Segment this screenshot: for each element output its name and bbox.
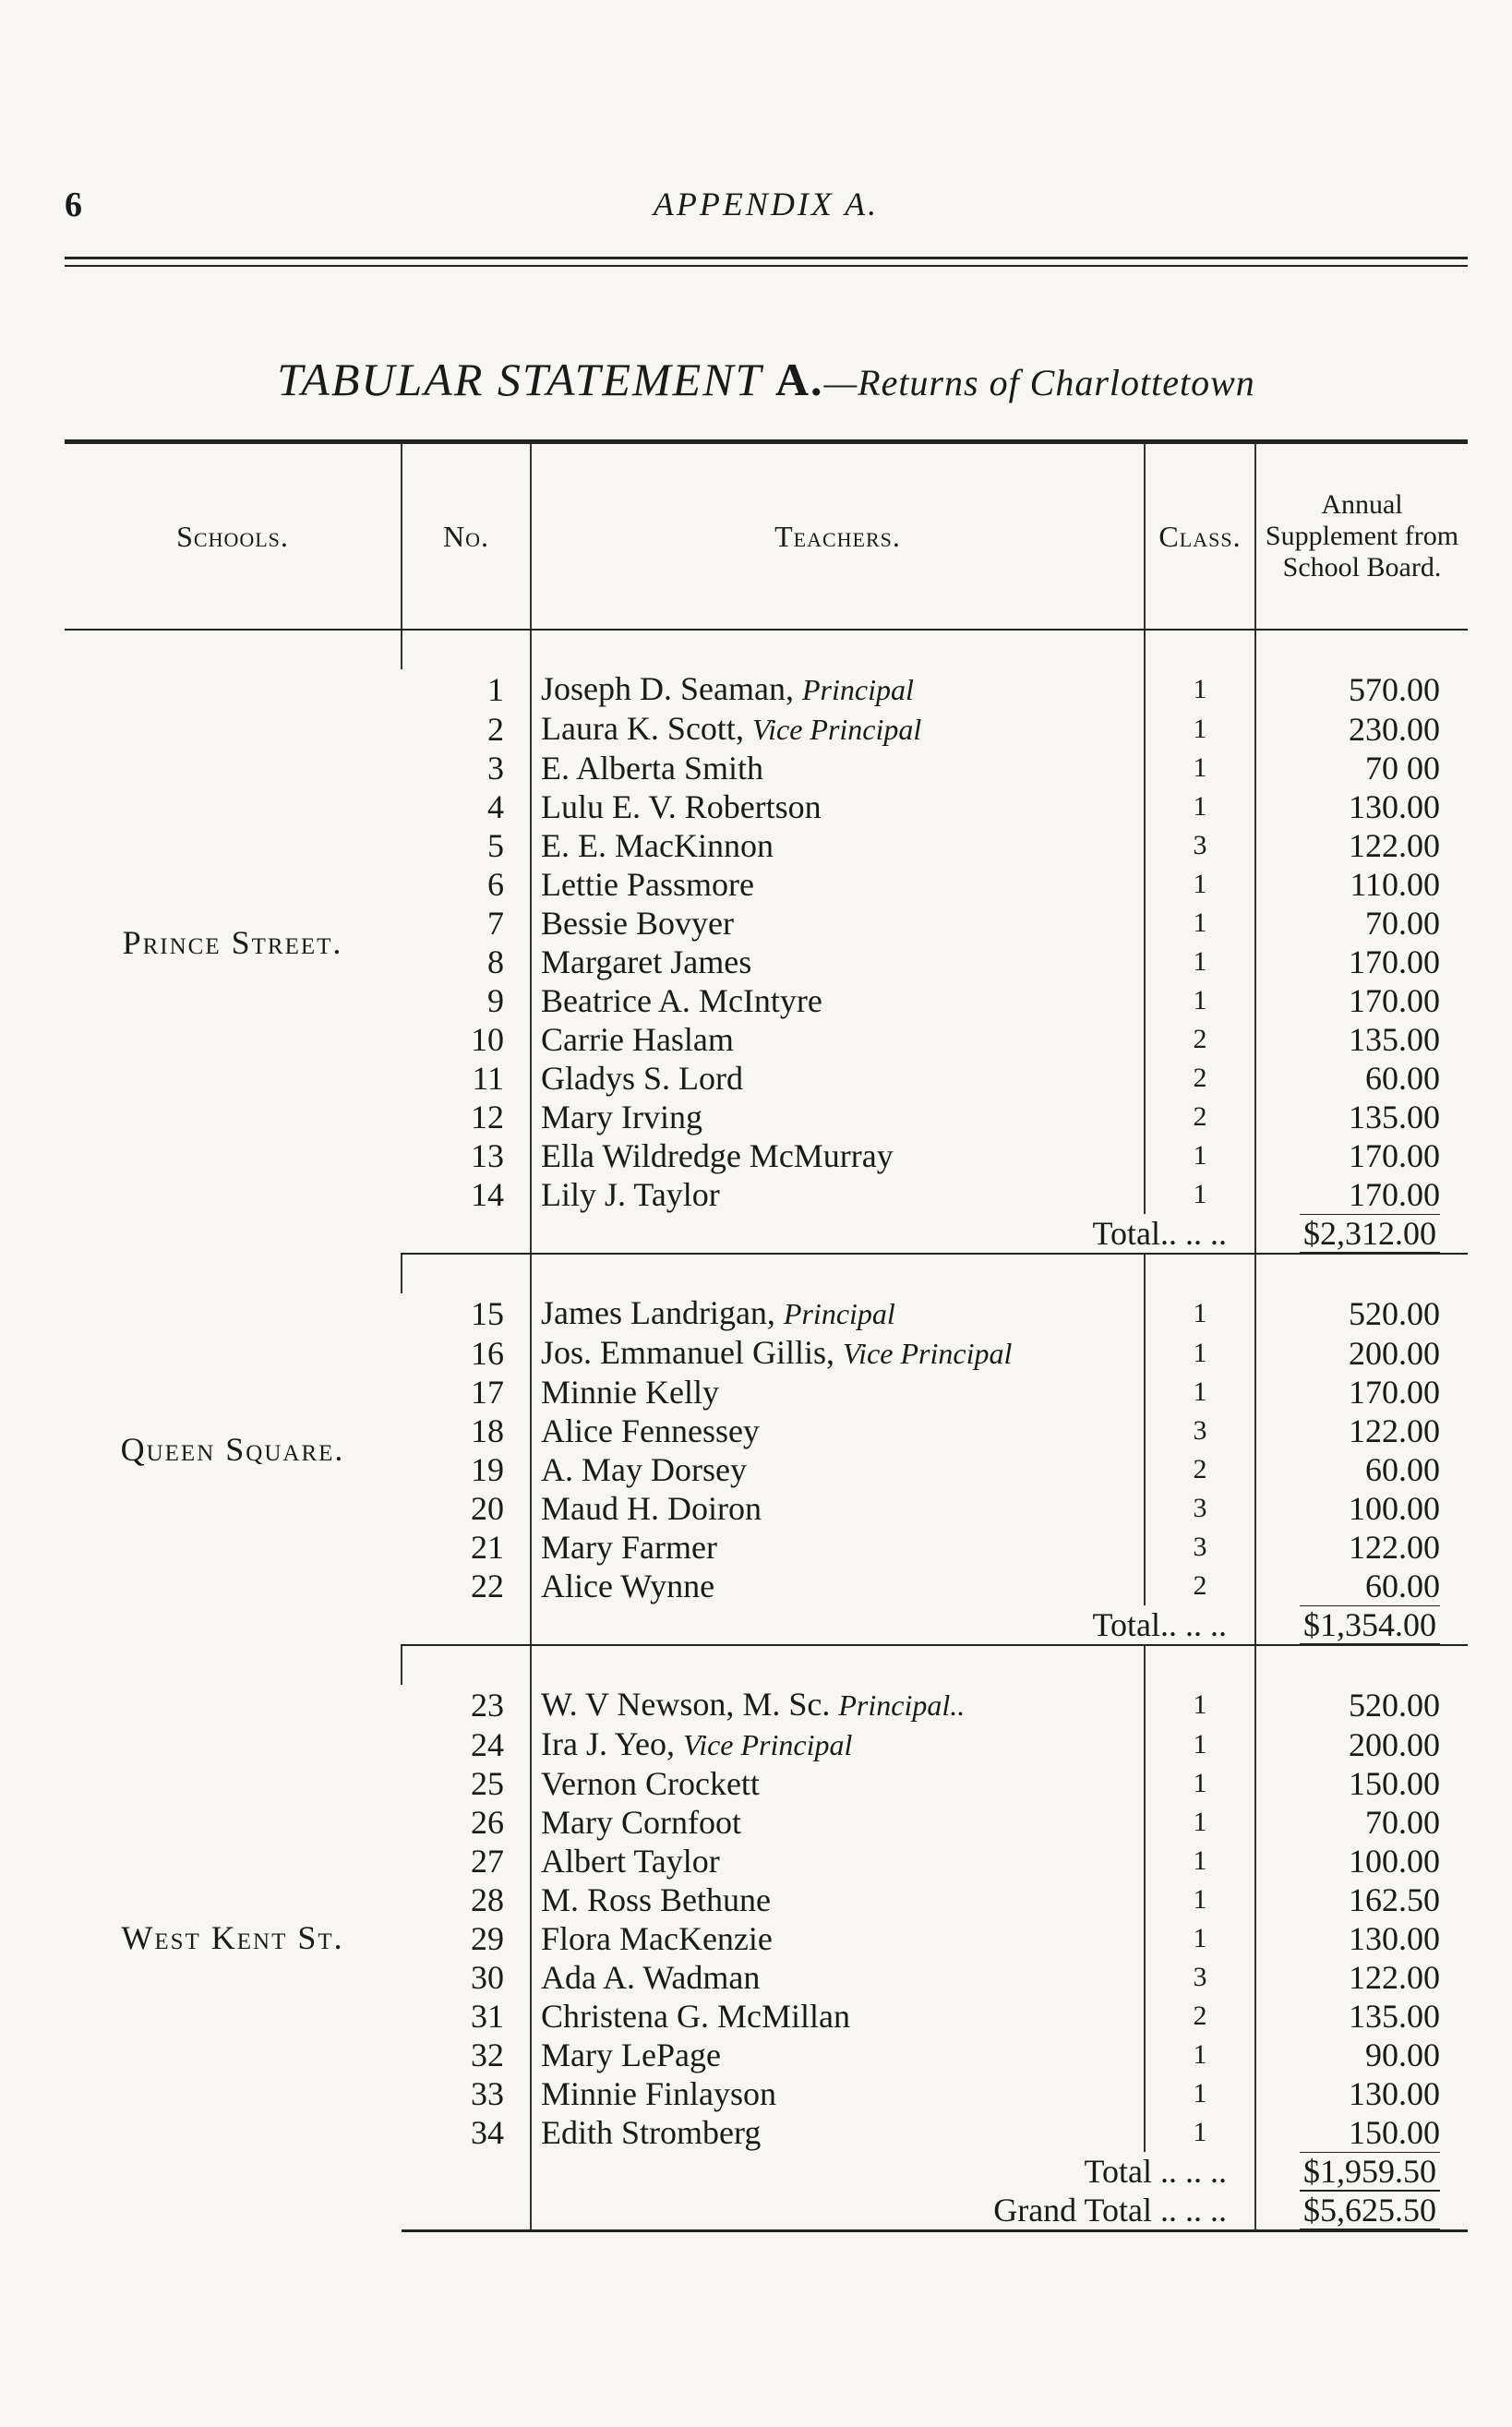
row-number: 34 xyxy=(471,2114,504,2151)
supplement-amount: 60.00 xyxy=(1255,1059,1468,1098)
row-number: 26 xyxy=(471,1804,504,1841)
teacher-cell xyxy=(531,1528,1145,1567)
teacher-name: Lettie Passmore xyxy=(541,866,754,903)
teacher-name: E. Alberta Smith xyxy=(541,750,763,787)
teacher-name: Alice Fennessey xyxy=(541,1412,760,1449)
grand-total-value: $5,625.50 xyxy=(1300,2191,1440,2230)
teacher-name: Vernon Crockett xyxy=(541,1765,760,1802)
teacher-cell xyxy=(531,1764,1145,1803)
supplement-amount: 162.50 xyxy=(1255,1880,1468,1919)
title-letter: A. xyxy=(774,354,824,405)
row-number: 23 xyxy=(471,1686,504,1724)
supplement-amount: 135.00 xyxy=(1255,1997,1468,2036)
page-header xyxy=(65,185,1468,240)
teacher-cell xyxy=(531,2036,1145,2074)
row-number: 8 xyxy=(487,943,504,980)
school-name: Queen Square. xyxy=(120,1431,345,1468)
class-value: 2 xyxy=(1145,1450,1255,1489)
class-value: 1 xyxy=(1145,1880,1255,1919)
teacher-name: Alice Wynne xyxy=(541,1568,715,1604)
teacher-cell xyxy=(531,1059,1145,1098)
row-number: 30 xyxy=(471,1959,504,1996)
teacher-cell xyxy=(531,1958,1145,1997)
teacher-cell xyxy=(531,1098,1145,1136)
class-value: 2 xyxy=(1145,1098,1255,1136)
supplement-amount: 90.00 xyxy=(1255,2036,1468,2074)
teacher-name: W. V Newson, M. Sc. xyxy=(541,1686,831,1723)
teacher-cell xyxy=(531,749,1145,787)
supplement-amount: 520.00 xyxy=(1255,1685,1468,1724)
section-queen-square xyxy=(65,1254,1468,1645)
supplement-amount: 100.00 xyxy=(1255,1842,1468,1880)
teacher-name: Joseph D. Seaman, xyxy=(541,670,794,707)
section-prince-street xyxy=(65,630,1468,1254)
class-value: 1 xyxy=(1145,2036,1255,2074)
row-number: 4 xyxy=(487,788,504,825)
spacer-cell xyxy=(402,1645,531,1685)
grand-total-label: Grand Total .. .. .. xyxy=(531,2191,1255,2231)
column-header-no: No. xyxy=(402,443,531,630)
class-value: 1 xyxy=(1145,1803,1255,1842)
row-number: 5 xyxy=(487,827,504,864)
spacer-cell xyxy=(531,1254,1145,1293)
teacher-cell xyxy=(531,1997,1145,2036)
teacher-name: Minnie Kelly xyxy=(541,1374,719,1411)
row-number: 11 xyxy=(472,1060,504,1097)
teacher-cell xyxy=(531,1175,1145,1214)
class-value: 1 xyxy=(1145,865,1255,904)
class-value: 2 xyxy=(1145,1059,1255,1098)
class-value: 3 xyxy=(1145,1412,1255,1450)
row-number: 6 xyxy=(487,866,504,903)
supplement-amount: 135.00 xyxy=(1255,1020,1468,1059)
supplement-amount: 122.00 xyxy=(1255,1958,1468,1997)
teacher-name: Carrie Haslam xyxy=(541,1021,734,1058)
teacher-cell xyxy=(531,1293,1145,1333)
row-number: 28 xyxy=(471,1881,504,1918)
supplement-amount: 200.00 xyxy=(1255,1724,1468,1764)
class-value: 2 xyxy=(1145,1020,1255,1059)
teacher-cell xyxy=(531,1412,1145,1450)
teacher-name: Mary Farmer xyxy=(541,1529,717,1566)
teacher-cell xyxy=(531,787,1145,826)
row-number: 13 xyxy=(471,1137,504,1174)
header-rule xyxy=(65,257,1468,267)
teacher-role: Principal xyxy=(783,1297,895,1330)
class-value: 1 xyxy=(1145,1724,1255,1764)
section-spacer-row xyxy=(65,630,1468,669)
title-part2: —Returns of Charlottetown xyxy=(823,362,1255,403)
total-amount xyxy=(1255,1214,1468,1254)
teacher-cell xyxy=(531,981,1145,1020)
teacher-cell xyxy=(531,2074,1145,2113)
spacer-cell xyxy=(1255,1645,1468,1685)
total-amount xyxy=(1255,2152,1468,2191)
row-number: 21 xyxy=(471,1529,504,1566)
supplement-amount: 60.00 xyxy=(1255,1450,1468,1489)
row-number: 18 xyxy=(471,1412,504,1449)
teacher-name: Margaret James xyxy=(541,943,752,980)
teacher-name: Jos. Emmanuel Gillis, xyxy=(541,1334,834,1371)
running-head: APPENDIX A. xyxy=(653,186,880,222)
grand-total-amount xyxy=(1255,2191,1468,2231)
row-number: 24 xyxy=(471,1725,504,1763)
teacher-cell xyxy=(531,865,1145,904)
class-value: 3 xyxy=(1145,826,1255,865)
teacher-cell xyxy=(531,1842,1145,1880)
supplement-amount: 130.00 xyxy=(1255,2074,1468,2113)
class-value: 1 xyxy=(1145,981,1255,1020)
column-header-amount: Annual Supplement from School Board. xyxy=(1255,443,1468,630)
row-number: 12 xyxy=(471,1099,504,1135)
teacher-name: James Landrigan, xyxy=(541,1294,775,1331)
teacher-role: Principal xyxy=(801,673,914,706)
class-value: 1 xyxy=(1145,709,1255,749)
teacher-name: Edith Stromberg xyxy=(541,2114,762,2151)
teacher-role: Vice Principal xyxy=(683,1728,853,1761)
supplement-amount: 200.00 xyxy=(1255,1333,1468,1373)
total-blank xyxy=(402,1214,531,1254)
teacher-cell xyxy=(531,1567,1145,1605)
teacher-name: Mary Irving xyxy=(541,1099,702,1135)
section-spacer-row xyxy=(65,1645,1468,1685)
row-number: 17 xyxy=(471,1374,504,1411)
class-value: 1 xyxy=(1145,1842,1255,1880)
teacher-cell xyxy=(531,943,1145,981)
row-number: 1 xyxy=(487,670,504,708)
row-number: 7 xyxy=(487,905,504,942)
total-amount xyxy=(1255,1605,1468,1645)
section-spacer-row xyxy=(65,1254,1468,1293)
row-number: 29 xyxy=(471,1920,504,1957)
grand-total-blank xyxy=(402,2191,531,2231)
supplement-amount: 520.00 xyxy=(1255,1293,1468,1333)
row-number: 32 xyxy=(471,2037,504,2073)
teacher-cell xyxy=(531,1020,1145,1059)
teacher-name: Gladys S. Lord xyxy=(541,1060,743,1097)
supplement-amount: 130.00 xyxy=(1255,787,1468,826)
row-number: 33 xyxy=(471,2075,504,2112)
row-number: 3 xyxy=(487,750,504,787)
spacer-cell xyxy=(1145,1645,1255,1685)
total-label: Total.. .. .. xyxy=(531,1214,1255,1254)
school-name: Prince Street. xyxy=(122,923,343,961)
teacher-cell xyxy=(531,904,1145,943)
total-value: $2,312.00 xyxy=(1300,1214,1440,1254)
page-number: 6 xyxy=(65,186,82,224)
row-number: 19 xyxy=(471,1451,504,1488)
supplement-amount: 100.00 xyxy=(1255,1489,1468,1528)
teacher-name: E. E. MacKinnon xyxy=(541,827,774,864)
class-value: 2 xyxy=(1145,1997,1255,2036)
spacer-cell xyxy=(531,630,1145,669)
row-number: 22 xyxy=(471,1568,504,1604)
teacher-cell xyxy=(531,1489,1145,1528)
teacher-cell xyxy=(531,709,1145,749)
supplement-amount: 170.00 xyxy=(1255,1175,1468,1214)
teacher-name: Beatrice A. McIntyre xyxy=(541,982,822,1019)
supplement-amount: 122.00 xyxy=(1255,826,1468,865)
teacher-cell xyxy=(531,1333,1145,1373)
class-value: 1 xyxy=(1145,1175,1255,1214)
teacher-name: Christena G. McMillan xyxy=(541,1998,850,2035)
row-number: 9 xyxy=(487,982,504,1019)
class-value: 1 xyxy=(1145,1333,1255,1373)
table-title xyxy=(65,353,1468,406)
teacher-cell xyxy=(531,1685,1145,1724)
supplement-amount: 70.00 xyxy=(1255,1803,1468,1842)
row-number: 20 xyxy=(471,1490,504,1527)
column-header-schools: Schools. xyxy=(65,443,402,630)
class-value: 1 xyxy=(1145,1136,1255,1175)
row-number: 15 xyxy=(471,1294,504,1332)
class-value: 3 xyxy=(1145,1528,1255,1567)
supplement-amount: 170.00 xyxy=(1255,1136,1468,1175)
supplement-amount: 70 00 xyxy=(1255,749,1468,787)
teacher-name: Ira J. Yeo, xyxy=(541,1725,676,1762)
class-value: 1 xyxy=(1145,2113,1255,2152)
supplement-amount: 150.00 xyxy=(1255,1764,1468,1803)
teacher-name: Ada A. Wadman xyxy=(541,1959,761,1996)
class-value: 1 xyxy=(1145,669,1255,709)
teacher-cell xyxy=(531,1803,1145,1842)
supplement-amount: 570.00 xyxy=(1255,669,1468,709)
supplement-amount: 70.00 xyxy=(1255,904,1468,943)
class-value: 1 xyxy=(1145,943,1255,981)
teacher-cell xyxy=(531,1880,1145,1919)
class-value: 2 xyxy=(1145,1567,1255,1605)
column-header-class: Class. xyxy=(1145,443,1255,630)
teacher-cell xyxy=(531,1724,1145,1764)
row-number: 31 xyxy=(471,1998,504,2035)
class-value: 1 xyxy=(1145,1373,1255,1412)
school-name: West Kent St. xyxy=(121,1919,344,1957)
class-value: 1 xyxy=(1145,787,1255,826)
teacher-name: A. May Dorsey xyxy=(541,1451,747,1488)
row-number: 2 xyxy=(487,710,504,748)
teacher-name: Minnie Finlayson xyxy=(541,2075,777,2112)
teacher-cell xyxy=(531,669,1145,709)
teacher-cell xyxy=(531,1450,1145,1489)
teacher-name: Lulu E. V. Robertson xyxy=(541,788,822,825)
column-header-teachers: Teachers. xyxy=(531,443,1145,630)
teacher-cell xyxy=(531,1136,1145,1175)
teacher-role: Vice Principal xyxy=(843,1337,1013,1370)
teacher-name: Bessie Bovyer xyxy=(541,905,734,942)
teacher-role: Principal.. xyxy=(838,1688,966,1722)
supplement-amount: 150.00 xyxy=(1255,2113,1468,2152)
teacher-cell xyxy=(531,1919,1145,1958)
total-blank xyxy=(402,1605,531,1645)
class-value: 1 xyxy=(1145,749,1255,787)
section-west-kent-st xyxy=(65,1645,1468,2231)
class-value: 3 xyxy=(1145,1958,1255,1997)
spacer-cell xyxy=(402,1254,531,1293)
spacer-cell xyxy=(531,1645,1145,1685)
supplement-amount: 170.00 xyxy=(1255,981,1468,1020)
class-value: 1 xyxy=(1145,2074,1255,2113)
class-value: 1 xyxy=(1145,1919,1255,1958)
supplement-amount: 230.00 xyxy=(1255,709,1468,749)
title-part1: TABULAR STATEMENT xyxy=(277,354,762,405)
teacher-name: Maud H. Doiron xyxy=(541,1490,762,1527)
class-value: 1 xyxy=(1145,1293,1255,1333)
teacher-name: Ella Wildredge McMurray xyxy=(541,1137,894,1174)
supplement-amount: 130.00 xyxy=(1255,1919,1468,1958)
spacer-cell xyxy=(402,630,531,669)
total-label: Total .. .. .. xyxy=(531,2152,1255,2191)
supplement-amount: 60.00 xyxy=(1255,1567,1468,1605)
row-number: 16 xyxy=(471,1334,504,1372)
teacher-name: M. Ross Bethune xyxy=(541,1881,772,1918)
spacer-cell xyxy=(1145,1254,1255,1293)
class-value: 1 xyxy=(1145,904,1255,943)
row-number: 27 xyxy=(471,1843,504,1880)
supplement-amount: 170.00 xyxy=(1255,943,1468,981)
teacher-name: Lily J. Taylor xyxy=(541,1176,720,1213)
teacher-cell xyxy=(531,1373,1145,1412)
total-blank xyxy=(402,2152,531,2191)
supplement-amount: 122.00 xyxy=(1255,1528,1468,1567)
teacher-cell xyxy=(531,826,1145,865)
teacher-cell xyxy=(531,2113,1145,2152)
spacer-cell xyxy=(1145,630,1255,669)
returns-table xyxy=(65,439,1468,2232)
supplement-amount: 122.00 xyxy=(1255,1412,1468,1450)
teacher-name: Albert Taylor xyxy=(541,1843,720,1880)
row-number: 25 xyxy=(471,1765,504,1802)
teacher-name: Mary LePage xyxy=(541,2037,721,2073)
class-value: 1 xyxy=(1145,1764,1255,1803)
supplement-amount: 170.00 xyxy=(1255,1373,1468,1412)
total-label: Total.. .. .. xyxy=(531,1605,1255,1645)
total-value: $1,354.00 xyxy=(1300,1605,1440,1645)
teacher-name: Laura K. Scott, xyxy=(541,710,744,747)
spacer-cell xyxy=(1255,1254,1468,1293)
row-number: 14 xyxy=(471,1176,504,1213)
total-value: $1,959.50 xyxy=(1300,2152,1440,2191)
supplement-amount: 110.00 xyxy=(1255,865,1468,904)
class-value: 3 xyxy=(1145,1489,1255,1528)
spacer-cell xyxy=(1255,630,1468,669)
row-number: 10 xyxy=(471,1021,504,1058)
class-value: 1 xyxy=(1145,1685,1255,1724)
teacher-name: Flora MacKenzie xyxy=(541,1920,773,1957)
supplement-amount: 135.00 xyxy=(1255,1098,1468,1136)
teacher-role: Vice Principal xyxy=(751,713,922,746)
teacher-name: Mary Cornfoot xyxy=(541,1804,741,1841)
